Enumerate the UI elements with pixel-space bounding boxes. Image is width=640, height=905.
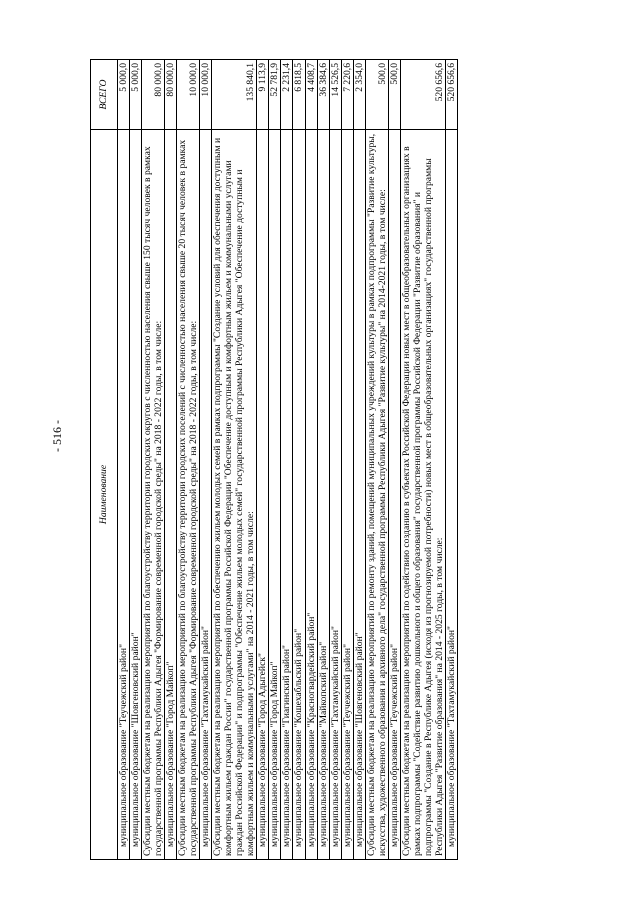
row-value: 7 220,6 <box>341 60 353 130</box>
row-value: 520 656,6 <box>400 60 445 130</box>
row-name: Субсидии местным бюджетам на реализацию мероприятий по содействию созданию в субъектах Российской Федерации новых мест в общеобразовательных организациях в рамках подпрограммы "Содействие развитию дошкольного и общего образования" государственной программы Российской Федерации "Развитие образования" и подпрограммы "Создание в Республике Адыгея (исходя из прогнозируемой потребности) новых мест в общеобразовательных организациях" государственной программы Республики Адыгея "Развитие образования" на 2014 - 2025 годы, в том числе: <box>400 130 445 860</box>
table-row <box>293 60 305 860</box>
rotated-table-container <box>90 60 620 860</box>
row-name: муниципальное образование "Красногвардейский район" <box>305 130 317 860</box>
row-name: муниципальное образование "Майкопский район" <box>317 130 329 860</box>
row-name: муниципальное образование "Гиагинский район" <box>281 130 293 860</box>
column-header-total: ВСЕГО <box>91 60 118 130</box>
row-name: муниципальное образование "Тахтамукайский район" <box>445 130 457 860</box>
table-row <box>445 60 457 860</box>
row-value: 36 384,6 <box>317 60 329 130</box>
row-name: муниципальное образование "Теучежский район" <box>341 130 353 860</box>
row-value: 80 000,0 <box>142 60 165 130</box>
table-row <box>269 60 281 860</box>
row-value: 5 000,0 <box>130 60 142 130</box>
table-row <box>257 60 269 860</box>
table-row <box>142 60 165 860</box>
table-row <box>317 60 329 860</box>
row-name: муниципальное образование "Город Адыгейск" <box>257 130 269 860</box>
table-body <box>118 60 458 860</box>
table-row <box>400 60 445 860</box>
table-row <box>341 60 353 860</box>
row-value: 4 408,7 <box>305 60 317 130</box>
row-name: муниципальное образование "Шовгеновский район" <box>353 130 365 860</box>
row-name: муниципальное образование "Шовгеновский район" <box>130 130 142 860</box>
column-header-name: Наименование <box>91 130 118 860</box>
row-name: Субсидии местным бюджетам на реализацию мероприятий по благоустройству территории городских поселений с численностью населения свыше 20 тысяч человек в рамках государственной программы Республики Адыгея "Формирование современной городской среды" на 2018 - 2022 годы, в том числе: <box>177 130 200 860</box>
table-row <box>388 60 400 860</box>
row-value: 52 781,9 <box>269 60 281 130</box>
row-name: муниципальное образование "Тахтамукайский район" <box>200 130 212 860</box>
row-name: муниципальное образование "Город Майкоп" <box>165 130 177 860</box>
table-row <box>177 60 200 860</box>
table-row <box>305 60 317 860</box>
table-row <box>165 60 177 860</box>
row-value: 9 113,9 <box>257 60 269 130</box>
row-value: 80 000,0 <box>165 60 177 130</box>
row-value: 14 526,5 <box>329 60 341 130</box>
row-value: 500,0 <box>365 60 388 130</box>
table-row <box>353 60 365 860</box>
table-row <box>130 60 142 860</box>
table-row <box>118 60 130 860</box>
table-row <box>281 60 293 860</box>
row-value: 500,0 <box>388 60 400 130</box>
row-value: 6 818,5 <box>293 60 305 130</box>
table-row <box>212 60 257 860</box>
row-name: муниципальное образование "Теучежский район" <box>388 130 400 860</box>
row-name: муниципальное образование "Кошехабльский район" <box>293 130 305 860</box>
row-value: 520 656,6 <box>445 60 457 130</box>
table-header-row <box>91 60 118 860</box>
row-value: 10 000,0 <box>200 60 212 130</box>
row-value: 2 354,0 <box>353 60 365 130</box>
table-row <box>329 60 341 860</box>
row-value: 2 231,4 <box>281 60 293 130</box>
row-value: 10 000,0 <box>177 60 200 130</box>
row-name: Субсидии местным бюджетам на реализацию мероприятий по благоустройству территории городских округов с численностью населения свыше 150 тысяч человек в рамках государственной программы Республики Адыгея "Формирование современной городской среды" на 2018 - 2022 годы, в том числе: <box>142 130 165 860</box>
row-name: муниципальное образование "Город Майкоп" <box>269 130 281 860</box>
row-name: Субсидии местным бюджетам на реализацию мероприятий по обеспечению жильем молодых семей в рамках подпрограммы "Создание условий для обеспечения доступным и комфортным жильем граждан России" государственной программы Российской Федерации "Обеспечение доступным и комфортным жильем и коммунальными услугами граждан Российской Федерации" и подпрограммы "Обеспечение жильем молодых семей" государственной программы Республики Адыгея "Обеспечение доступным и комфортным жильем и коммунальными услугами" на 2014 - 2021 годы, в том числе: <box>212 130 257 860</box>
row-value: 135 840,1 <box>212 60 257 130</box>
table-row <box>365 60 388 860</box>
row-name: муниципальное образование "Теучежский район" <box>118 130 130 860</box>
table-row <box>200 60 212 860</box>
page-number: - 516 - <box>50 420 64 452</box>
row-name: муниципальное образование "Тахтамукайский район" <box>329 130 341 860</box>
budget-table <box>90 59 458 860</box>
row-name: Субсидии местным бюджетам на реализацию мероприятий по ремонту зданий, помещений муниципальных учреждений культуры в рамках подпрограммы "Развитие культуры, искусства, художественного образования и архивного дела" государственной программы Республики Адыгея "Развитие культуры" на 2014-2021 годы, в том числе: <box>365 130 388 860</box>
row-value: 5 000,0 <box>118 60 130 130</box>
